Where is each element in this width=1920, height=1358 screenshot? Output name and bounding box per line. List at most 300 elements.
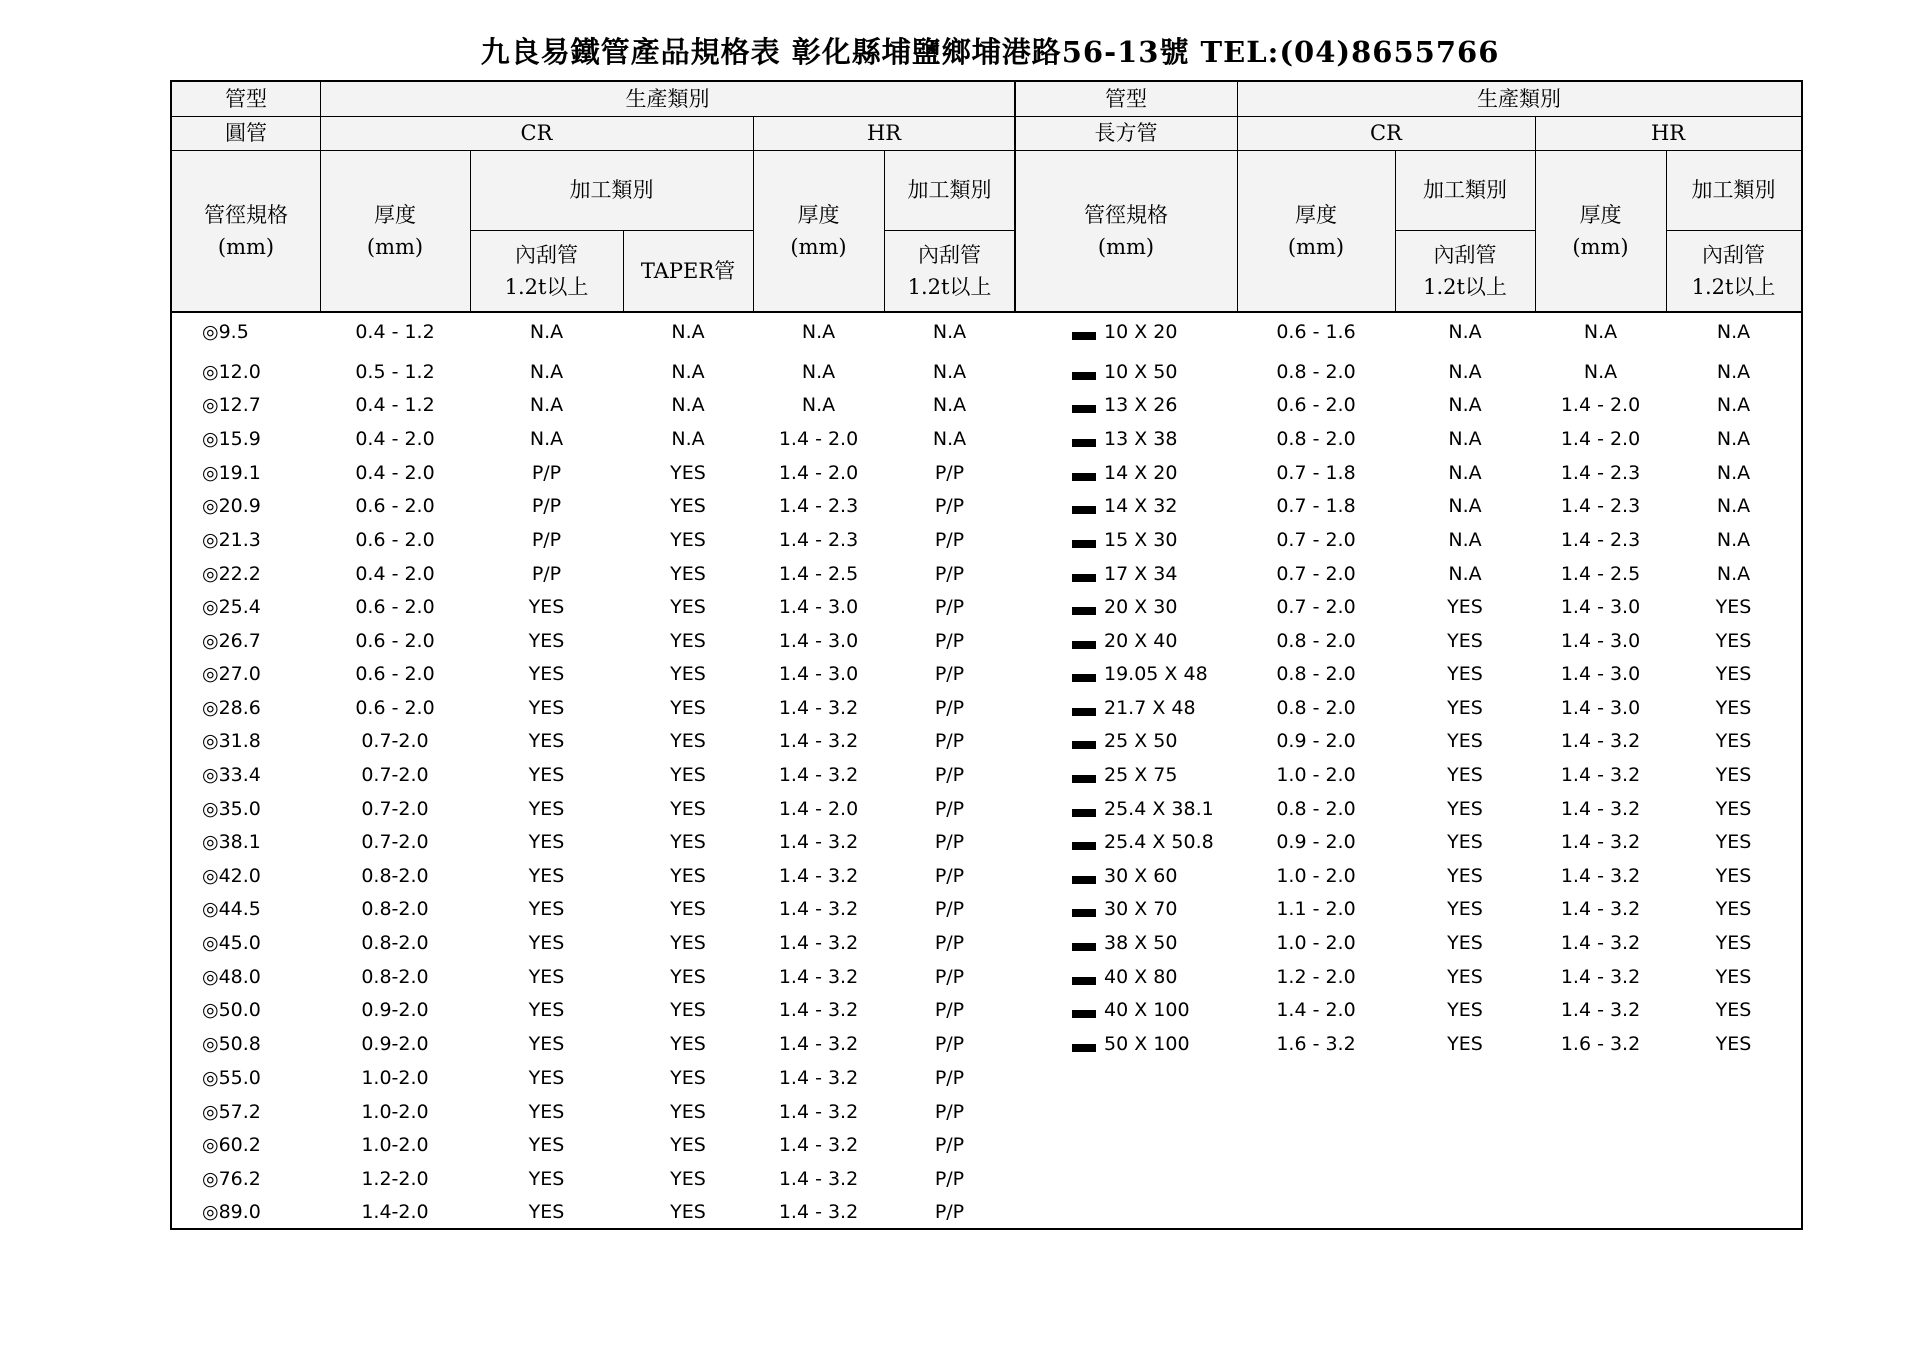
cell-inner: YES [1447,596,1483,618]
cell-cr-thick: 0.6 - 1.6 [1276,321,1356,343]
inner-label: 內刮管 [1433,243,1497,267]
cell-inner: N.A [1448,462,1482,484]
cell-hr-thick: N.A [801,394,836,416]
spec-value: 25 X 75 [1104,764,1178,786]
cell-hr-thick: 1.4 - 2.5 [778,563,859,585]
cell-hr-inner: N.A [1716,563,1751,585]
cell-taper: YES [670,529,706,551]
cell-cr-thick: 0.8-2.0 [361,932,429,954]
cell-inner: YES [528,1033,565,1055]
cell-cr-thick: 1.0-2.0 [361,1101,429,1123]
table-row [172,724,1801,758]
spec-value: 25.4 X 38.1 [1104,798,1214,820]
table-row [172,489,1801,523]
rectangle-tube-icon [1072,809,1096,817]
cell-taper: YES [670,831,706,853]
hr-label-right: HR [1650,121,1686,145]
inner-scrape-header-right [1395,230,1535,312]
inner-sub-label: 1.2t以上 [907,275,992,299]
cell-cr-thick: 0.4 - 2.0 [355,428,435,450]
rectangle-tube-icon [1072,775,1096,783]
cell-inner: N.A [1448,361,1482,383]
cell-hr-thick: 1.4 - 2.3 [1560,462,1641,484]
rectangle-tube-icon [1072,540,1096,548]
cell-hr-inner: YES [1715,630,1752,652]
cell-hr-inner: P/P [934,630,965,652]
cell-inner: YES [528,630,565,652]
rectangle-tube-icon [1072,674,1096,682]
cell-cr-thick: 0.6 - 2.0 [355,529,435,551]
rectangle-tube-icon [1072,876,1096,884]
mm-label: (mm) [790,235,847,259]
cell-hr-thick: N.A [1583,361,1618,383]
spec-value: 20 X 30 [1104,596,1178,618]
cell-spec [1072,758,1237,792]
inner-sub-label: 1.2t以上 [1423,275,1507,299]
cell-hr-thick: 1.4 - 3.2 [1560,932,1641,954]
table-row [172,960,1801,994]
cell-inner: YES [528,1067,565,1089]
divider [1535,116,1536,312]
cell-cr-thick: 0.6 - 2.0 [355,663,435,685]
cell-hr-inner: P/P [934,1101,965,1123]
cell-taper: YES [670,1101,706,1123]
cell-cr-thick: 0.8-2.0 [361,898,429,920]
cell-cr-thick: 0.5 - 1.2 [355,361,435,383]
cell-hr-thick: 1.4 - 3.0 [1560,697,1641,719]
spec-value: 14 X 20 [1104,462,1178,484]
cell-inner: YES [1447,932,1483,954]
spec-value: 14 X 32 [1104,495,1178,517]
rectangle-tube-icon [1072,1044,1096,1052]
cell-hr-thick: 1.4 - 3.0 [1560,663,1641,685]
divider [884,230,1015,231]
cell-spec: ◎45.0 [202,932,261,954]
page-title: 九良易鐵管產品規格表 彰化縣埔鹽鄉埔港路56-13號 TEL:(04)8655766 [480,35,1500,69]
divider [884,150,885,312]
inner-label: 內刮管 [918,243,981,267]
inner-label: 內刮管 [515,243,578,267]
table-row [172,557,1801,591]
cell-taper: YES [670,596,706,618]
divider [470,230,753,231]
spec-value: 40 X 100 [1104,999,1190,1021]
cell-hr-thick: 1.4 - 2.0 [778,798,859,820]
spec-header-right [1015,150,1237,312]
table-row [172,456,1801,490]
cell-cr-thick: 1.2-2.0 [361,1168,429,1190]
cell-taper: YES [670,1033,706,1055]
cell-hr-inner: P/P [934,529,965,551]
cell-spec: ◎12.7 [202,394,261,416]
cell-spec [1072,590,1237,624]
spec-value: 15 X 30 [1104,529,1178,551]
cell-taper: YES [670,563,706,585]
cell-hr-thick: 1.4 - 3.2 [778,865,859,887]
cell-hr-inner: YES [1715,966,1752,988]
cell-inner: P/P [531,495,562,517]
cell-hr-thick: 1.4 - 3.2 [1560,730,1641,752]
process-label-cr-left: 加工類別 [569,178,654,202]
cell-hr-thick: 1.4 - 2.0 [1560,394,1641,416]
cell-spec: ◎55.0 [202,1067,261,1089]
hr-inner-header-left [884,230,1015,312]
cell-hr-thick: 1.4 - 3.2 [1560,999,1641,1021]
cell-spec [1072,315,1237,349]
cell-hr-inner: N.A [1716,361,1751,383]
cell-spec [1072,825,1237,859]
thickness-label: 厚度 [1579,203,1622,227]
cell-spec [1072,489,1237,523]
category-label-left: 生產類別 [625,87,710,111]
cell-hr-inner: YES [1715,932,1752,954]
table-row [172,388,1801,422]
spec-value: 13 X 38 [1104,428,1178,450]
cell-cr-thick: 0.8 - 2.0 [1276,663,1356,685]
cell-inner: YES [1447,663,1483,685]
cell-spec [1072,691,1237,725]
cell-cr-thick: 1.4-2.0 [361,1201,429,1223]
cell-spec: ◎12.0 [202,361,261,383]
cell-cr-thick: 0.7 - 2.0 [1276,596,1356,618]
cell-spec: ◎27.0 [202,663,261,685]
divider [1237,82,1238,312]
divider [623,230,624,312]
table-row [172,859,1801,893]
cell-hr-thick: N.A [801,321,836,343]
cell-cr-thick: 0.8 - 2.0 [1276,361,1356,383]
cell-inner: YES [528,697,565,719]
divider [1014,82,1016,312]
thickness-label: 厚度 [1295,203,1337,227]
cell-taper: YES [670,865,706,887]
cell-spec [1072,960,1237,994]
divider [172,150,1801,151]
cell-spec [1072,926,1237,960]
cell-hr-thick: 1.4 - 2.3 [778,495,859,517]
cell-hr-thick: 1.4 - 2.0 [1560,428,1641,450]
spec-value: 25.4 X 50.8 [1104,831,1214,853]
cell-inner: YES [528,798,565,820]
cell-hr-inner: P/P [934,999,965,1021]
cell-inner: YES [1447,1033,1483,1055]
cell-cr-thick: 0.8-2.0 [361,865,429,887]
inner-label: 內刮管 [1702,243,1765,267]
rect-pipe-label: 長方管 [1094,121,1158,145]
cell-inner: N.A [1448,321,1482,343]
cell-hr-thick: N.A [1583,321,1618,343]
cell-cr-thick: 0.4 - 1.2 [355,321,435,343]
cell-taper: YES [670,798,706,820]
cell-hr-inner: YES [1715,1033,1752,1055]
table-row [172,993,1801,1027]
cell-spec [1072,657,1237,691]
cell-hr-inner: YES [1715,831,1752,853]
cell-cr-thick: 0.8 - 2.0 [1276,697,1356,719]
hr-thickness-header-right [1535,150,1666,312]
mm-label: (mm) [1097,235,1155,259]
spec-value: 21.7 X 48 [1104,697,1196,719]
cell-inner: YES [1447,630,1483,652]
table-row [172,1027,1801,1061]
hr-thickness-header-left [753,150,884,312]
cell-hr-thick: 1.4 - 3.0 [778,596,859,618]
cell-hr-inner: YES [1715,798,1752,820]
rectangle-tube-icon [1072,506,1096,514]
cell-cr-thick: 0.7 - 2.0 [1276,563,1356,585]
hr-label-left: HR [866,121,902,145]
cell-inner: YES [528,932,565,954]
divider [172,311,1801,313]
cell-inner: YES [528,865,565,887]
cell-inner: YES [528,898,565,920]
spec-label: 管徑規格 [204,203,288,227]
spec-header-left [172,150,320,312]
table-row [172,825,1801,859]
cell-hr-thick: 1.4 - 3.2 [778,1134,859,1156]
cell-inner: P/P [531,563,562,585]
cell-inner: YES [1447,999,1483,1021]
cell-hr-inner: P/P [934,1033,965,1055]
cell-hr-thick: 1.4 - 2.3 [1560,529,1641,551]
cell-hr-thick: 1.4 - 2.5 [1560,563,1641,585]
table-row [172,1061,1801,1095]
cell-spec: ◎60.2 [202,1134,261,1156]
table-row [172,657,1801,691]
cell-hr-inner: YES [1715,663,1752,685]
cell-cr-thick: 1.0 - 2.0 [1276,932,1356,954]
cell-hr-thick: 1.4 - 3.0 [1560,630,1641,652]
cell-spec [1072,557,1237,591]
cell-spec: ◎28.6 [202,697,261,719]
cell-hr-thick: 1.4 - 3.2 [778,1168,859,1190]
cell-spec: ◎33.4 [202,764,261,786]
cell-inner: YES [1447,898,1483,920]
cell-hr-inner: P/P [934,697,965,719]
spec-value: 10 X 50 [1104,361,1178,383]
cell-hr-thick: 1.4 - 3.2 [778,697,859,719]
cell-cr-thick: 0.4 - 2.0 [355,462,435,484]
cell-hr-inner: N.A [1716,394,1751,416]
divider [1666,230,1801,231]
cell-inner: YES [528,1134,565,1156]
table-row [172,691,1801,725]
cell-cr-thick: 0.7-2.0 [361,798,429,820]
cell-hr-inner: YES [1715,999,1752,1021]
thickness-label: 厚度 [374,203,416,227]
cell-hr-thick: 1.4 - 3.2 [1560,831,1641,853]
cell-cr-thick: 0.7-2.0 [361,764,429,786]
cell-hr-thick: 1.4 - 3.2 [778,1201,859,1223]
spec-value: 10 X 20 [1104,321,1178,343]
cell-spec: ◎89.0 [202,1201,261,1223]
cell-inner: YES [1447,865,1483,887]
cell-hr-inner: YES [1715,730,1752,752]
cell-hr-thick: 1.4 - 3.0 [1560,596,1641,618]
cell-cr-thick: 0.6 - 2.0 [355,596,435,618]
cell-inner: YES [1447,730,1483,752]
cell-inner: N.A [529,394,564,416]
spec-value: 20 X 40 [1104,630,1178,652]
table-row [172,523,1801,557]
cell-inner: YES [528,1101,565,1123]
cell-cr-thick: 0.6 - 2.0 [355,495,435,517]
rectangle-tube-icon [1072,977,1096,985]
cell-cr-thick: 0.6 - 2.0 [1276,394,1356,416]
cell-spec [1072,1027,1237,1061]
cell-spec: ◎15.9 [202,428,261,450]
spec-label: 管徑規格 [1084,203,1168,227]
cell-cr-thick: 0.7 - 2.0 [1276,529,1356,551]
mm-label: (mm) [1572,235,1629,259]
mm-label: (mm) [217,235,275,259]
cell-hr-thick: 1.4 - 3.2 [1560,764,1641,786]
cell-cr-thick: 0.8 - 2.0 [1276,798,1356,820]
inner-scrape-header-left [470,230,623,312]
cell-taper: YES [670,932,706,954]
cell-cr-thick: 1.2 - 2.0 [1276,966,1356,988]
cell-spec: ◎44.5 [202,898,261,920]
cell-taper: YES [670,697,706,719]
cell-inner: YES [528,596,565,618]
cell-spec: ◎26.7 [202,630,261,652]
rectangle-tube-icon [1072,574,1096,582]
rectangle-tube-icon [1072,1010,1096,1018]
cell-inner: YES [528,966,565,988]
cell-spec: ◎50.0 [202,999,261,1021]
cell-spec [1072,859,1237,893]
cell-hr-thick: 1.4 - 3.2 [778,999,859,1021]
category-label-right: 生產類別 [1477,87,1561,111]
cell-hr-thick: 1.4 - 3.2 [778,764,859,786]
cell-hr-thick: 1.4 - 3.2 [778,932,859,954]
cell-cr-thick: 0.7 - 1.8 [1276,495,1356,517]
cell-inner: YES [1447,831,1483,853]
cell-hr-inner: P/P [934,898,965,920]
table-row [172,792,1801,826]
cell-inner: N.A [529,321,564,343]
cell-cr-thick: 1.1 - 2.0 [1276,898,1356,920]
cell-taper: YES [670,999,706,1021]
spec-value: 25 X 50 [1104,730,1178,752]
divider [1666,150,1667,312]
rectangle-tube-icon [1072,473,1096,481]
hr-inner-header-right [1666,230,1801,312]
spec-table [170,80,1803,1230]
rectangle-tube-icon [1072,405,1096,413]
cell-hr-thick: 1.4 - 3.0 [778,663,859,685]
cell-hr-inner: N.A [932,361,967,383]
cell-hr-thick: 1.4 - 3.2 [778,1067,859,1089]
cell-taper: YES [670,1201,706,1223]
cell-hr-thick: 1.4 - 3.2 [1560,966,1641,988]
cell-spec: ◎50.8 [202,1033,261,1055]
rectangle-tube-icon [1072,842,1096,850]
rectangle-tube-icon [1072,332,1096,340]
cell-hr-inner: N.A [932,321,967,343]
table-row [172,758,1801,792]
cell-hr-thick: 1.4 - 3.2 [1560,865,1641,887]
cell-hr-inner: N.A [1716,321,1751,343]
table-row [172,422,1801,456]
divider [753,116,754,312]
cell-hr-thick: 1.4 - 3.2 [1560,798,1641,820]
table-row [172,926,1801,960]
cell-hr-inner: P/P [934,730,965,752]
cell-hr-thick: 1.4 - 2.3 [1560,495,1641,517]
cell-cr-thick: 0.4 - 1.2 [355,394,435,416]
cell-hr-inner: P/P [934,966,965,988]
cell-inner: YES [528,1168,565,1190]
cell-cr-thick: 0.7 - 1.8 [1276,462,1356,484]
divider [470,150,471,312]
cell-hr-inner: N.A [932,394,967,416]
cell-inner: N.A [1448,495,1482,517]
cell-spec: ◎20.9 [202,495,261,517]
cell-hr-inner: N.A [1716,529,1751,551]
spec-value: 17 X 34 [1104,563,1178,585]
cell-taper: N.A [671,394,705,416]
cell-cr-thick: 0.6 - 2.0 [355,697,435,719]
rectangle-tube-icon [1072,439,1096,447]
cell-taper: YES [670,630,706,652]
cell-taper: YES [670,663,706,685]
cell-taper: N.A [671,428,705,450]
cell-spec [1072,724,1237,758]
cell-cr-thick: 0.7-2.0 [361,730,429,752]
cell-inner: YES [1447,798,1483,820]
cell-inner: N.A [1448,563,1482,585]
spec-value: 13 X 26 [1104,394,1178,416]
cell-inner: YES [1447,697,1483,719]
cell-cr-thick: 0.6 - 2.0 [355,630,435,652]
cell-hr-inner: P/P [934,932,965,954]
cell-hr-thick: 1.4 - 3.2 [778,831,859,853]
cell-spec [1072,523,1237,557]
cell-cr-thick: 0.8-2.0 [361,966,429,988]
cell-taper: YES [670,898,706,920]
divider [320,82,321,312]
cell-hr-inner: P/P [934,596,965,618]
cell-inner: YES [528,831,565,853]
type-label-left: 管型 [225,87,267,111]
cell-taper: YES [670,730,706,752]
cell-inner: YES [528,764,565,786]
cr-thickness-header-right [1237,150,1395,312]
table-row [172,892,1801,926]
rectangle-tube-icon [1072,708,1096,716]
cell-spec [1072,624,1237,658]
cell-spec: ◎31.8 [202,730,261,752]
rectangle-tube-icon [1072,741,1096,749]
cell-hr-thick: 1.4 - 3.2 [778,1101,859,1123]
cell-cr-thick: 1.0-2.0 [361,1067,429,1089]
cell-inner: N.A [1448,428,1482,450]
cell-inner: N.A [529,428,564,450]
spec-value: 40 X 80 [1104,966,1178,988]
table-row [172,590,1801,624]
cell-spec: ◎22.2 [202,563,261,585]
cell-hr-inner: N.A [1716,462,1751,484]
cell-cr-thick: 1.0 - 2.0 [1276,865,1356,887]
mm-label: (mm) [366,235,424,259]
inner-sub-label: 1.2t以上 [1691,275,1776,299]
cell-cr-thick: 0.9-2.0 [361,999,429,1021]
cell-inner: N.A [1448,529,1482,551]
cell-taper: YES [670,1067,706,1089]
cell-hr-thick: 1.4 - 3.2 [778,1033,859,1055]
thickness-label: 厚度 [797,203,840,227]
